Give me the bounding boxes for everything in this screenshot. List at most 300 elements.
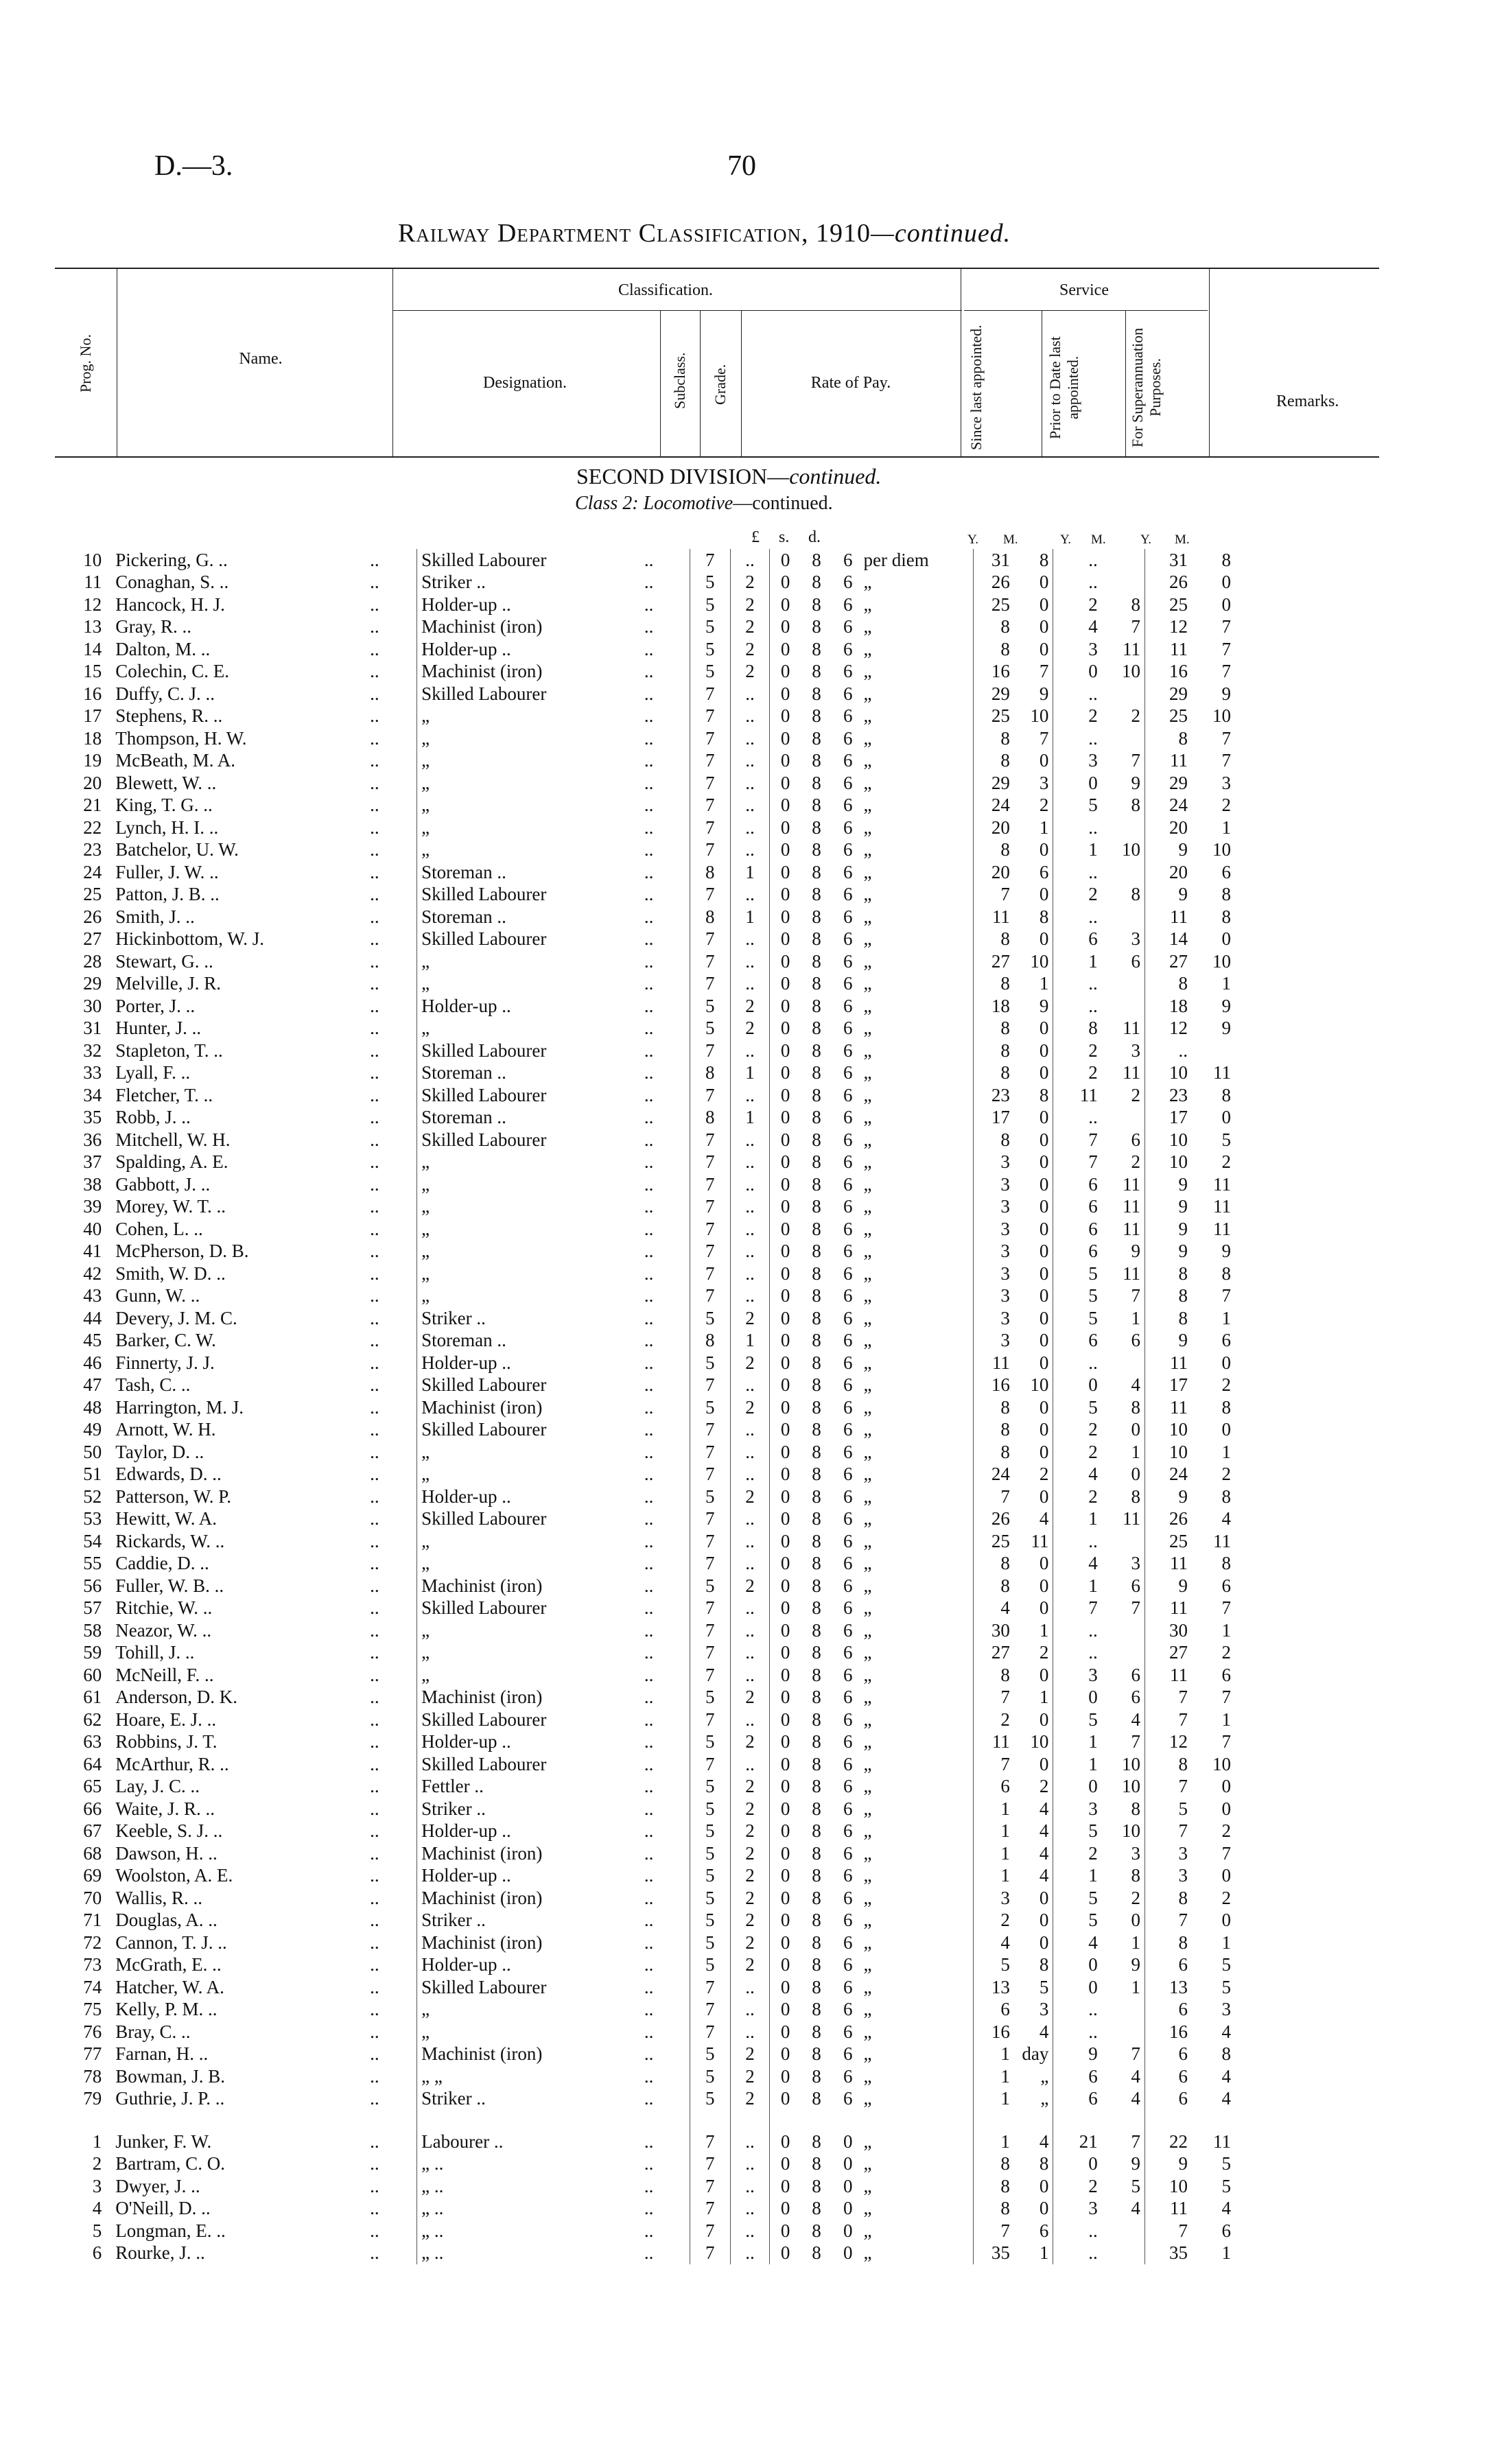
- cell-name: Junker, F. W.: [115, 2131, 212, 2152]
- cell-pay-unit: „: [863, 1575, 872, 1596]
- cell-prior-months: [1102, 572, 1145, 594]
- cell-designation: Skilled Labourer: [417, 928, 644, 951]
- cell-super-years: 27: [1145, 1642, 1193, 1665]
- cell-leader-2: ..: [644, 1352, 654, 1373]
- cell-prior-months: [1102, 1619, 1145, 1642]
- cell-grade: ..: [730, 1999, 769, 2021]
- cell-pay-shillings: 8: [812, 1932, 821, 1953]
- cell-pay-shillings: 8: [812, 1664, 821, 1685]
- cell-designation: Skilled Labourer: [417, 1597, 644, 1620]
- cell-prog-no: 44: [83, 1307, 102, 1328]
- cell-designation: Striker ..: [417, 2088, 644, 2111]
- cell-super-months: 9: [1221, 995, 1231, 1016]
- cell-prior-months: [1102, 683, 1145, 705]
- table-row: [55, 1687, 1235, 1709]
- cell-super-months: 0: [1221, 1419, 1231, 1440]
- cell-pay-shillings: 8: [812, 995, 821, 1016]
- cell-super-months: 8: [1221, 1553, 1231, 1574]
- cell-pay-pence: 6: [843, 1820, 853, 1842]
- cell-prior-years: 2: [1053, 1062, 1102, 1085]
- cell-prior-months: 4: [1131, 1374, 1141, 1396]
- cell-leader-2: [644, 2110, 690, 2131]
- cell-leader-2: ..: [644, 1486, 654, 1507]
- table-row: [55, 772, 1235, 795]
- cell-leader: ..: [370, 1263, 379, 1284]
- cell-since-years: 1: [973, 1820, 1013, 1843]
- cell-super-years: 10: [1145, 1419, 1193, 1442]
- cell-pay-unit: „: [863, 1976, 872, 1997]
- cell-since-years: 3: [973, 1173, 1013, 1196]
- cell-designation: Striker ..: [417, 1307, 644, 1330]
- cell-since-months: 0: [1039, 750, 1049, 771]
- cell-pay-shillings: 8: [812, 839, 821, 860]
- cell-pay-pounds: 0: [770, 1508, 801, 1531]
- cell-prog-no: 54: [83, 1530, 102, 1551]
- cell-prior-years: 2: [1053, 705, 1102, 728]
- cell-since-years: 4: [973, 1932, 1013, 1954]
- cell-prior-months: 4: [1131, 1709, 1141, 1730]
- cell-pay-unit: „: [863, 1731, 872, 1752]
- cell-leader-2: ..: [644, 1619, 654, 1641]
- cell-pay-pounds: 0: [770, 1753, 801, 1776]
- cell-prog-no: 55: [83, 1553, 102, 1574]
- cell-subclass: 7: [690, 772, 730, 795]
- cell-prior-years: 0: [1053, 1776, 1102, 1798]
- cell-grade: ..: [730, 1664, 769, 1687]
- cell-prior-months: 8: [1131, 1486, 1141, 1507]
- cell-pay-pounds: 0: [770, 1553, 801, 1575]
- cell-name: Hatcher, W. A.: [115, 1976, 224, 1997]
- cell-since-months: [1014, 2110, 1053, 2131]
- cell-since-months: 1: [1039, 817, 1049, 838]
- cell-since-years: 8: [973, 638, 1013, 661]
- cell-subclass: 5: [690, 1018, 730, 1040]
- cell-since-years: [973, 2110, 1013, 2131]
- cell-prior-years: ..: [1053, 2021, 1102, 2043]
- cell-leader: ..: [370, 1731, 379, 1752]
- table-row: [55, 906, 1235, 928]
- table-row: [55, 572, 1235, 594]
- cell-prior-months: 3: [1131, 1842, 1141, 1864]
- cell-leader: ..: [370, 1196, 379, 1217]
- cell-pay-pence: 6: [843, 1664, 853, 1685]
- table-row: [55, 2021, 1235, 2043]
- cell-prior-months: 7: [1131, 1731, 1141, 1752]
- table-row: [55, 1776, 1235, 1798]
- cell-prog-no: 10: [83, 549, 102, 570]
- cell-name: Dwyer, J. ..: [115, 2175, 200, 2196]
- cell-since-years: 25: [973, 1530, 1013, 1553]
- cell-prior-months: [1102, 549, 1145, 572]
- cell-name: [111, 2110, 370, 2131]
- cell-super-months: 0: [1221, 572, 1231, 593]
- cell-prog-no: 4: [92, 2198, 102, 2219]
- cell-grade: ..: [730, 549, 769, 572]
- vline-subclass: [660, 311, 661, 457]
- cell-prior-months: 11: [1123, 638, 1141, 659]
- cell-since-years: 16: [973, 661, 1013, 683]
- cell-super-months: 8: [1221, 549, 1231, 570]
- cell-designation: Holder-up ..: [417, 1954, 644, 1977]
- cell-prog-no: 42: [83, 1263, 102, 1284]
- cell-super-months: 6: [1221, 1330, 1231, 1351]
- cell-prior-months: 9: [1131, 1241, 1141, 1262]
- cell-leader-2: ..: [644, 906, 654, 927]
- cell-pay-pence: 6: [843, 1575, 853, 1596]
- cell-pay-shillings: 8: [812, 705, 821, 727]
- cell-leader-2: ..: [644, 2043, 654, 2065]
- cell-subclass: 7: [690, 1151, 730, 1174]
- cell-super-months: 5: [1221, 1129, 1231, 1150]
- cell-subclass: 7: [690, 2131, 730, 2153]
- cell-designation: „: [417, 973, 644, 996]
- cell-prior-months: 4: [1131, 2198, 1141, 2219]
- cell-pay-pence: 6: [843, 1241, 853, 1262]
- cell-name: Guthrie, J. P. ..: [115, 2088, 225, 2109]
- table-row: [55, 549, 1235, 572]
- cell-designation: „: [417, 772, 644, 795]
- cell-pay-shillings: 8: [812, 1173, 821, 1195]
- cell-super-years: 30: [1145, 1619, 1193, 1642]
- cell-subclass: 7: [690, 1976, 730, 1999]
- cell-since-years: 6: [973, 1999, 1013, 2021]
- cell-leader-2: ..: [644, 817, 654, 838]
- cell-grade: 2: [730, 995, 769, 1018]
- cell-grade: 2: [730, 572, 769, 594]
- cell-since-months: 4: [1039, 1842, 1049, 1864]
- cell-prior-years: 4: [1053, 1932, 1102, 1954]
- cell-prior-years: ..: [1053, 1530, 1102, 1553]
- cell-since-years: 8: [973, 1062, 1013, 1085]
- cell-pay-shillings: 8: [812, 1820, 821, 1842]
- cell-super-years: 31: [1145, 549, 1193, 572]
- cell-pay-pence: 6: [843, 995, 853, 1016]
- cell-since-months: 10: [1030, 705, 1049, 727]
- cell-pay-unit: „: [863, 1173, 872, 1195]
- cell-pay-unit: „: [863, 1597, 872, 1619]
- cell-name: Morey, W. T. ..: [115, 1196, 226, 1217]
- cell-pay-unit: „: [863, 1374, 872, 1396]
- cell-designation: „ „: [417, 2065, 644, 2088]
- cell-prior-years: ..: [1053, 2220, 1102, 2242]
- cell-prog-no: 67: [83, 1820, 102, 1842]
- cell-pay-shillings: 8: [812, 1976, 821, 1997]
- cell-subclass: 7: [690, 1285, 730, 1308]
- cell-super-months: 1: [1221, 817, 1231, 838]
- cell-subclass: 8: [690, 906, 730, 928]
- cell-pay-pence: 6: [843, 2088, 853, 2109]
- cell-prior-years: ..: [1053, 995, 1102, 1018]
- cell-super-years: 8: [1145, 1307, 1193, 1330]
- cell-since-years: 17: [973, 1107, 1013, 1129]
- cell-designation: Machinist (iron): [417, 661, 644, 683]
- cell-subclass: 7: [690, 1597, 730, 1620]
- cell-grade: ..: [730, 839, 769, 862]
- cell-leader-2: ..: [644, 1508, 654, 1529]
- cell-prior-years: ..: [1053, 817, 1102, 839]
- table-row: [55, 1999, 1235, 2021]
- cell-pay-unit: „: [863, 1619, 872, 1641]
- cell-prior-years: 5: [1053, 1396, 1102, 1419]
- cell-name: Conaghan, S. ..: [115, 572, 229, 593]
- cell-prior-months: 6: [1131, 950, 1141, 972]
- cell-leader: ..: [370, 1062, 379, 1083]
- cell-pay-pounds: 0: [770, 572, 801, 594]
- cell-pay-shillings: 8: [812, 1530, 821, 1551]
- cell-prog-no: 3: [92, 2175, 102, 2196]
- cell-grade: ..: [730, 950, 769, 973]
- cell-prior-years: 0: [1053, 1954, 1102, 1977]
- cell-prog-no: 43: [83, 1285, 102, 1306]
- cell-pay-pence: 6: [843, 1687, 853, 1708]
- cell-pay-pounds: 0: [770, 1642, 801, 1665]
- cell-leader: ..: [370, 1687, 379, 1708]
- cell-since-years: 29: [973, 683, 1013, 705]
- cell-subclass: 5: [690, 1307, 730, 1330]
- cell-super-years: 7: [1145, 1709, 1193, 1731]
- cell-super-months: 4: [1221, 2065, 1231, 2087]
- cell-subclass: 5: [690, 616, 730, 639]
- table-row: [55, 2131, 1235, 2153]
- service-underline: [964, 310, 1208, 311]
- cell-prog-no: 75: [83, 1999, 102, 2020]
- cell-pay-shillings: 8: [812, 2175, 821, 2196]
- cell-pay-shillings: 8: [812, 973, 821, 994]
- cell-grade: ..: [730, 2131, 769, 2153]
- cell-subclass: 5: [690, 1731, 730, 1754]
- cell-since-months: 4: [1039, 1798, 1049, 1819]
- cell-leader: ..: [370, 1040, 379, 1061]
- cell-since-months: 0: [1039, 572, 1049, 593]
- cell-pay-pence: 6: [843, 1107, 853, 1128]
- cell-prior-years: 0: [1053, 772, 1102, 795]
- cell-leader-2: ..: [644, 594, 654, 615]
- table-row: [55, 1285, 1235, 1308]
- cell-pay-pence: 6: [843, 1129, 853, 1150]
- cell-since-months: 1: [1039, 1687, 1049, 1708]
- cell-prior-years: 21: [1053, 2131, 1102, 2153]
- cell-super-months: 2: [1221, 1374, 1231, 1396]
- cell-pay-shillings: 8: [812, 2153, 821, 2174]
- cell-pay-pence: 6: [843, 1709, 853, 1730]
- cell-designation: Machinist (iron): [417, 1687, 644, 1709]
- cell-prog-no: 58: [83, 1619, 102, 1641]
- cell-prior-months: 3: [1131, 928, 1141, 950]
- cell-grade: ..: [730, 1441, 769, 1464]
- cell-since-months: 0: [1039, 1396, 1049, 1418]
- cell-leader-2: ..: [644, 2131, 654, 2152]
- cell-since-years: 29: [973, 772, 1013, 795]
- cell-grade: ..: [730, 1040, 769, 1062]
- cell-name: Patton, J. B. ..: [115, 884, 220, 905]
- cell-prior-months: 6: [1131, 1687, 1141, 1708]
- cell-pay-unit: „: [863, 1151, 872, 1173]
- table-row: [55, 1107, 1235, 1129]
- table-row: [55, 1530, 1235, 1553]
- cell-since-years: 8: [973, 1441, 1013, 1464]
- cell-designation: Skilled Labourer: [417, 1084, 644, 1107]
- cell-super-years: 8: [1145, 1263, 1193, 1285]
- cell-prog-no: 27: [83, 928, 102, 950]
- cell-since-months: „: [1040, 2088, 1049, 2109]
- cell-prior-years: ..: [1053, 683, 1102, 705]
- cell-pay-unit: „: [863, 1820, 872, 1842]
- cell-pay-shillings: 8: [812, 1464, 821, 1485]
- cell-subclass: 7: [690, 549, 730, 572]
- cell-name: Harrington, M. J.: [115, 1396, 244, 1418]
- division-suffix: continued.: [789, 464, 882, 489]
- cell-pay-pounds: 0: [770, 1419, 801, 1442]
- cell-leader: ..: [370, 1798, 379, 1819]
- cell-name: Stephens, R. ..: [115, 705, 223, 727]
- cell-super-months: 1: [1221, 1441, 1231, 1462]
- cell-pay-pence: 6: [843, 1352, 853, 1373]
- cell-prior-months: 4: [1131, 2065, 1141, 2087]
- cell-super-months: 7: [1221, 616, 1231, 637]
- cell-designation: „: [417, 1530, 644, 1553]
- cell-prior-years: 6: [1053, 2065, 1102, 2088]
- cell-name: Tash, C. ..: [115, 1374, 191, 1396]
- cell-pay-pence: 0: [843, 2242, 853, 2264]
- cell-since-months: 0: [1039, 594, 1049, 615]
- cell-grade: ..: [730, 2220, 769, 2242]
- cell-subclass: 5: [690, 1932, 730, 1954]
- cell-prog-no: 59: [83, 1642, 102, 1663]
- table-row: [55, 1865, 1235, 1888]
- cell-leader: ..: [370, 1664, 379, 1685]
- cell-super-years: 9: [1145, 2153, 1193, 2176]
- cell-since-months: 0: [1039, 1352, 1049, 1373]
- cell-super-months: 8: [1221, 906, 1231, 927]
- cell-pay-pounds: 0: [770, 928, 801, 951]
- cell-name: McArthur, R. ..: [115, 1753, 229, 1774]
- cell-prior-months: 11: [1123, 1263, 1141, 1284]
- table-row: [55, 1887, 1235, 1910]
- cell-leader-2: ..: [644, 1263, 654, 1284]
- cell-pay-pounds: 0: [770, 705, 801, 728]
- cell-pay-pence: 6: [843, 1597, 853, 1619]
- cell-designation: „: [417, 750, 644, 773]
- cell-grade: ..: [730, 1597, 769, 1620]
- cell-name: Fletcher, T. ..: [115, 1084, 213, 1105]
- table-row: [55, 973, 1235, 996]
- cell-leader-2: ..: [644, 1374, 654, 1396]
- cell-leader: ..: [370, 1352, 379, 1373]
- cell-super-years: 11: [1145, 906, 1193, 928]
- cell-prior-months: [1102, 817, 1145, 839]
- cell-pay-unit: „: [863, 683, 872, 704]
- table-row: [55, 1842, 1235, 1865]
- cell-prior-years: 5: [1053, 1910, 1102, 1932]
- table-row: [55, 1575, 1235, 1597]
- cell-prog-no: 21: [83, 795, 102, 816]
- cell-prog-no: 2: [92, 2153, 102, 2174]
- cell-super-years: 8: [1145, 1285, 1193, 1308]
- cell-since-years: 30: [973, 1619, 1013, 1642]
- cell-pay-pounds: 0: [770, 1084, 801, 1107]
- cell-leader: ..: [370, 839, 379, 860]
- cell-leader: ..: [370, 1887, 379, 1908]
- cell-pay-pounds: 0: [770, 1842, 801, 1865]
- cell-prior-months: [1102, 1530, 1145, 1553]
- cell-pay-pounds: 0: [770, 727, 801, 750]
- cell-prior-years: 5: [1053, 1263, 1102, 1285]
- cell-prog-no: 56: [83, 1575, 102, 1596]
- cell-pay-pounds: 0: [770, 1932, 801, 1954]
- cell-pay-pounds: 0: [770, 2065, 801, 2088]
- cell-super-months: 0: [1221, 1776, 1231, 1797]
- cell-subclass: 7: [690, 683, 730, 705]
- cell-designation: Holder-up ..: [417, 1352, 644, 1374]
- table-row: [55, 2088, 1235, 2111]
- cell-prior-years: ..: [1053, 1107, 1102, 1129]
- cell-pay-shillings: 8: [812, 1619, 821, 1641]
- cell-pay-unit: „: [863, 1018, 872, 1039]
- cell-pay-shillings: 8: [812, 772, 821, 793]
- cell-prior-years: 5: [1053, 795, 1102, 817]
- cell-prog-no: 16: [83, 683, 102, 704]
- cell-prior-months: [1102, 1642, 1145, 1665]
- cell-pay-unit: „: [863, 1307, 872, 1328]
- cell-designation: Machinist (iron): [417, 1396, 644, 1419]
- cell-super-years: 8: [1145, 1932, 1193, 1954]
- cell-prog-no: 40: [83, 1218, 102, 1239]
- cell-leader-2: ..: [644, 1932, 654, 1953]
- cell-leader-2: ..: [644, 995, 654, 1016]
- cell-pay-unit: „: [863, 1798, 872, 1819]
- col-grade: Grade.: [712, 364, 729, 405]
- cell-prior-years: 5: [1053, 1307, 1102, 1330]
- cell-leader: ..: [370, 661, 379, 682]
- cell-name: O'Neill, D. ..: [115, 2198, 211, 2219]
- cell-leader-2: ..: [644, 1999, 654, 2020]
- cell-leader-2: ..: [644, 2153, 654, 2174]
- cell-leader-2: ..: [644, 683, 654, 704]
- cell-designation: Machinist (iron): [417, 1887, 644, 1910]
- unit-year-3: Y.: [1140, 532, 1152, 547]
- cell-leader-2: ..: [644, 638, 654, 659]
- cell-super-years: 26: [1145, 572, 1193, 594]
- cell-since-years: 31: [973, 549, 1013, 572]
- table-row: [55, 727, 1235, 750]
- cell-designation: Labourer ..: [417, 2131, 644, 2153]
- cell-super-months: 7: [1221, 727, 1231, 749]
- cell-pay-shillings: 8: [812, 1954, 821, 1975]
- cell-name: Gunn, W. ..: [115, 1285, 200, 1306]
- cell-prior-months: 6: [1131, 1575, 1141, 1596]
- cell-leader: ..: [370, 2242, 379, 2264]
- cell-super-years: 10: [1145, 1441, 1193, 1464]
- cell-name: Devery, J. M. C.: [115, 1307, 237, 1328]
- cell-super-years: 6: [1145, 2065, 1193, 2088]
- cell-pay-pence: 6: [843, 1040, 853, 1061]
- cell-super-months: 2: [1221, 1820, 1231, 1842]
- cell-prog-no: 23: [83, 839, 102, 860]
- cell-prog-no: 31: [83, 1018, 102, 1039]
- cell-since-months: 9: [1039, 995, 1049, 1016]
- cell-prior-months: 7: [1131, 1285, 1141, 1306]
- cell-prior-months: [1102, 906, 1145, 928]
- cell-prog-no: 66: [83, 1798, 102, 1819]
- cell-pay-shillings: 8: [812, 1084, 821, 1105]
- cell-pay-pence: 6: [843, 1464, 853, 1485]
- cell-super-years: 26: [1145, 1508, 1193, 1531]
- cell-grade: 2: [730, 2088, 769, 2111]
- cell-since-years: 3: [973, 1241, 1013, 1263]
- cell-pay-pounds: 0: [770, 1486, 801, 1508]
- cell-pay-unit: „: [863, 795, 872, 816]
- cell-pay-pence: 6: [843, 1508, 853, 1529]
